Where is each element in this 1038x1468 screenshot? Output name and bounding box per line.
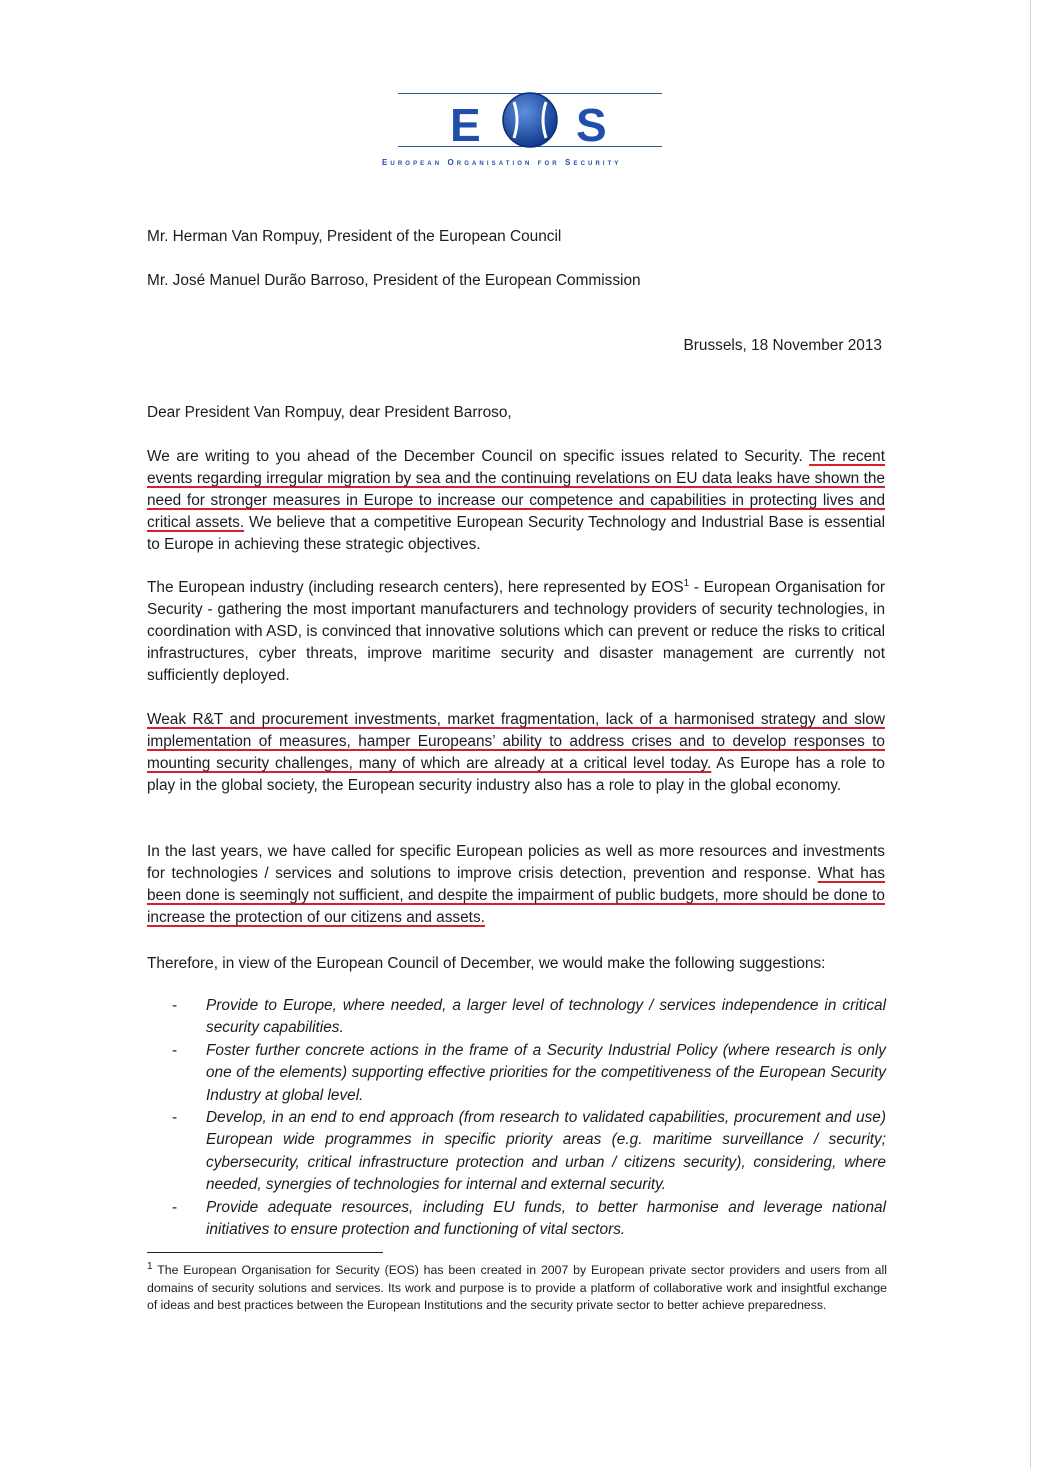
footnote-text: The European Organisation for Security (EOS) has been created in 2007 by European private sector providers and users from all domains of security solutions and services. Its work and purpose is to provide a platform of collaborative work and insightful exchange of ideas and best practices between the European Institutions and the security private sector to better achieve preparedness.: [147, 1263, 887, 1313]
footnote-number: 1: [147, 1260, 153, 1272]
p3-text-end: As Europe has a role to play in the global society, the European security industry also has a role to play in the global economy.: [147, 755, 885, 794]
p1-underlined-text: The recent events regarding irregular migration by sea and the continuing revelations on EU data leaks have shown the need for stronger measures in Europe to increase our competence and capabilities in protecting lives and critical assets.: [147, 448, 885, 531]
p1-text-start: We are writing to you ahead of the December Council on specific issues related to Security.: [147, 448, 810, 465]
paragraph-5: Therefore, in view of the European Council of December, we would make the following suggestions:: [147, 955, 826, 972]
salutation: Dear President Van Rompuy, dear President Barroso,: [147, 404, 512, 421]
list-item: - Provide to Europe, where needed, a larger level of technology / services independence in critical security capabilities.: [172, 997, 886, 1037]
list-item: - Provide adequate resources, including EU funds, to better harmonise and leverage national initiatives to ensure protection and functioning of vital sectors.: [172, 1198, 886, 1239]
recipient-2: Mr. José Manuel Durão Barroso, President of the European Commission: [147, 272, 641, 289]
list-item: - Develop, in an end to end approach (from research to validated capabilities, procurement and use) European wide programmes in specific priority areas (e.g. maritime surveillance / security; cybersecurity, critical infrastructure protection and urban / citizens security), considering, where needed, synergies of technologies for internal and external security.: [172, 1109, 886, 1194]
paragraph-3: [147, 709, 885, 797]
p4-underlined-text: What has been done is seemingly not sufficient, and despite the impairment of public budgets, more should be done to increase the protection of our citizens and assets.: [147, 865, 886, 926]
p2-text-end: - European Organisation for Security - gathering the most important manufacturers and technology providers of security technologies, in coordination with ASD, is convinced that innovative solutions which can prevent or reduce the risks to critical infrastructures, cyber threats, improve maritime security and disaster management are currently not sufficiently deployed.: [147, 579, 886, 684]
p4-text-start: In the last years, we have called for specific European policies as well as more resources and investments for technologies / services and solutions to improve crisis detection, prevention and response.: [147, 843, 885, 882]
logo-letter-e: E: [450, 99, 481, 151]
paragraph-2: [147, 577, 885, 687]
p3-underlined-text: Weak R&T and procurement investments, market fragmentation, lack of a harmonised strategy and slow implementation of measures, hamper Europeans’ ability to address crises and to develop responses to mounting security challenges, many of which are already at a critical level today.: [147, 711, 885, 772]
p2-text-start: The European industry (including research centers), here represented by EOS: [147, 579, 684, 596]
recipient-1: Mr. Herman Van Rompuy, President of the European Council: [147, 228, 562, 245]
date-line: Brussels, 18 November 2013: [683, 337, 882, 354]
list-item: - Foster further concrete actions in the frame of a Security Industrial Policy (where research is only one of the elements) supporting effective priorities for the competitiveness of the European Security Industry at global level.: [172, 1041, 886, 1104]
footnote: [147, 1262, 887, 1315]
suggestions-list: [170, 995, 886, 1241]
footnote-ref: 1: [683, 577, 690, 589]
logo-tagline: European Organisation for Security: [382, 158, 622, 167]
page-edge-line: [1030, 0, 1031, 1468]
paragraph-4: [147, 841, 885, 929]
footnote-rule: [147, 1252, 383, 1253]
logo-letter-s: S: [576, 99, 607, 151]
globe-icon: [500, 90, 560, 150]
paragraph-1: [147, 446, 885, 556]
p1-text-end: We believe that a competitive European Security Technology and Industrial Base is essential to Europe in achieving these strategic objectives.: [147, 514, 885, 553]
eos-logo: [380, 88, 680, 170]
